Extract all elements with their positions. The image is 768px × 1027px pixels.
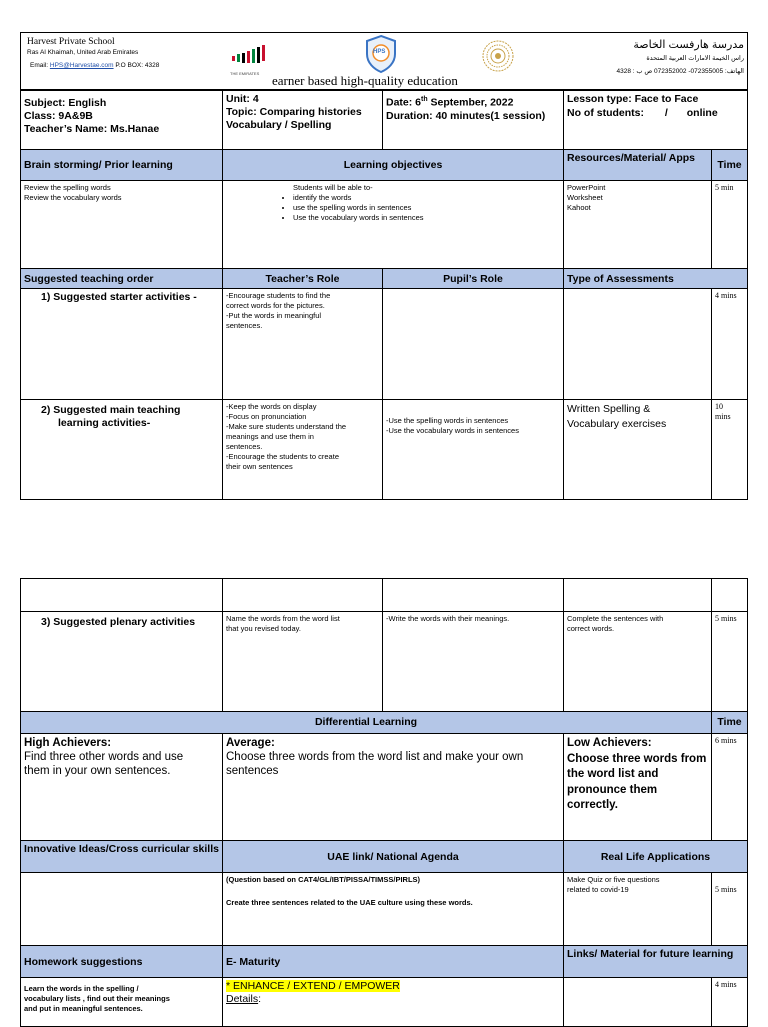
- date-suffix: September, 2022: [427, 96, 514, 109]
- unit-topic: [222, 90, 383, 150]
- details: [226, 993, 560, 1006]
- email-link[interactable]: HPS@Harvestae.com: [49, 62, 114, 69]
- enhance-highlight: * ENHANCE / EXTEND / EMPOWER: [226, 980, 400, 992]
- homework-line: Learn the words in the spelling /: [24, 984, 139, 993]
- objectives-intro: Students will be able to-: [293, 183, 373, 192]
- main-teacher-line: -Keep the words on display: [226, 402, 317, 411]
- uae-logo-text: THE EMIRATES: [230, 71, 260, 76]
- date: [386, 93, 560, 110]
- plenary-label: 3) Suggested plenary activities: [20, 611, 223, 712]
- homework-line: vocabulary lists , find out their meanings: [24, 994, 170, 1003]
- main-teacher-line: -Encourage the students to create: [226, 452, 339, 461]
- date-duration: [382, 90, 564, 150]
- empty-row-assessment: [563, 578, 712, 612]
- main-teacher-line: their own sentences: [226, 462, 293, 471]
- main-assessment-line: Vocabulary exercises: [567, 418, 667, 430]
- objectives-header: Learning objectives: [222, 149, 564, 181]
- pupil-role-header: Pupil’s Role: [382, 268, 564, 289]
- average-title: Average:: [226, 737, 275, 749]
- plenary-assessment: [563, 611, 712, 712]
- empty-row-pupil: [382, 578, 564, 612]
- real-life-line: Make Quiz or five questions: [567, 875, 660, 884]
- enhance-label: [226, 980, 560, 993]
- average-line: sentences: [226, 765, 279, 777]
- main-time-value: 10: [715, 402, 723, 411]
- assessment-header: Type of Assessments: [563, 268, 748, 289]
- email-label: Email:: [30, 62, 49, 69]
- e-maturity-header: E- Maturity: [222, 945, 564, 978]
- low-achievers: [563, 733, 712, 841]
- emblem-logo: [482, 40, 514, 72]
- students-label: No of students:: [567, 107, 644, 119]
- row1-time: 5 min: [711, 180, 748, 269]
- main-teacher-line: -Make sure students understand the: [226, 422, 347, 431]
- high-achievers-line: them in your own sentences.: [24, 765, 171, 777]
- arabic-phone: الهاتف: 072355005- 072352002 ص ب : 4328: [616, 68, 744, 75]
- average-achievers: [222, 733, 564, 841]
- resources-header: Resources/Material/ Apps: [563, 149, 712, 181]
- date-sup: th: [421, 96, 428, 103]
- future-links-header: Links/ Material for future learning: [563, 945, 748, 978]
- high-achievers-title: High Achievers:: [24, 737, 112, 749]
- topic: Topic: Comparing histories: [226, 106, 362, 118]
- differential-header: Differential Learning: [20, 711, 712, 734]
- starter-time: 4 mins: [711, 288, 748, 400]
- brainstorm-line: Review the vocabulary words: [24, 193, 122, 202]
- main-assessment: [563, 399, 712, 500]
- differential-time: 6 mins: [711, 733, 748, 841]
- plenary-teacher-role: [222, 611, 383, 712]
- homework-time: 4 mins: [711, 977, 748, 1027]
- uae-link-content: [222, 872, 564, 946]
- uae-link-header: UAE link/ National Agenda: [222, 840, 564, 873]
- unit: Unit: 4: [226, 93, 259, 105]
- students-slash: /: [664, 107, 668, 119]
- plenary-pupil-role: -Write the words with their meanings.: [382, 611, 564, 712]
- starter-teacher-line: sentences.: [226, 321, 263, 330]
- starter-teacher-role: [222, 288, 383, 400]
- starter-teacher-line: -Put the words in meaningful: [226, 311, 322, 320]
- plenary-teacher-line: Name the words from the word list: [226, 614, 340, 623]
- resource-item: Worksheet: [567, 193, 603, 202]
- objective-item: • Use the vocabulary words in sentences: [293, 213, 563, 223]
- differential-time-header: Time: [711, 711, 748, 734]
- tagline: earner based high-quality education: [272, 73, 458, 88]
- uae-logo: [228, 44, 276, 78]
- innovative-content: [20, 872, 223, 946]
- school-contact: [30, 61, 159, 71]
- arabic-location: راس الخيمة الامارات العربية المتحدة: [646, 55, 744, 62]
- real-life-line: related to covid-19: [567, 885, 629, 894]
- e-maturity-content: [222, 977, 564, 1027]
- date-prefix: Date: 6: [386, 96, 422, 109]
- low-achievers-line: Choose three words from: [567, 752, 707, 765]
- innovative-header: Innovative Ideas/Cross curricular skills: [20, 840, 223, 873]
- main-teacher-line: sentences.: [226, 442, 263, 451]
- objective-item: • use the spelling words in sentences: [293, 203, 563, 213]
- high-achievers-line: Find three other words and use: [24, 751, 184, 763]
- low-achievers-line: pronounce them: [567, 783, 658, 796]
- main-assessment-line: Written Spelling &: [567, 403, 651, 415]
- details-colon: :: [258, 993, 262, 1005]
- badge-text: HPS: [373, 49, 386, 55]
- resource-item: Kahoot: [567, 203, 591, 212]
- main-label-line1: 2) Suggested main teaching: [41, 404, 181, 416]
- future-links-content: [563, 977, 712, 1027]
- innovative-time: 5 mins: [711, 872, 748, 946]
- objectives-content: [222, 180, 564, 269]
- resource-item: PowerPoint: [567, 183, 606, 192]
- real-life-content: [563, 872, 712, 946]
- low-achievers-line: the word list and: [567, 768, 659, 780]
- brainstorming-content: [20, 180, 223, 269]
- teaching-order-header: Suggested teaching order: [20, 268, 223, 289]
- empty-row-time: [711, 578, 748, 612]
- class: Class: 9A&9B: [24, 110, 93, 122]
- main-time: [711, 399, 748, 500]
- lesson-type-students: [563, 90, 748, 150]
- main-pupil-role: [382, 399, 564, 500]
- plenary-time: 5 mins: [711, 611, 748, 712]
- teacher-name: Teacher’s Name: Ms.Hanae: [24, 123, 160, 135]
- main-teacher-role: [222, 399, 383, 500]
- low-achievers-line: correctly.: [567, 799, 618, 811]
- starter-assessment: [563, 288, 712, 400]
- plenary-teacher-line: that you revised today.: [226, 624, 301, 633]
- pobox: P.O BOX: 4328: [115, 62, 160, 69]
- homework-header: Homework suggestions: [20, 945, 223, 978]
- duration: Duration: 40 minutes(1 session): [386, 109, 546, 122]
- students: [567, 107, 744, 120]
- plenary-assessment-line: correct words.: [567, 624, 615, 633]
- main-label: [20, 399, 223, 500]
- school-location: Ras Al Khaimah, United Arab Emirates: [27, 49, 139, 56]
- starter-label: 1) Suggested starter activities -: [20, 288, 223, 400]
- teacher-role-header: Teacher’s Role: [222, 268, 383, 289]
- subject-class-teacher: [20, 90, 223, 150]
- starter-teacher-line: -Encourage students to find the: [226, 291, 331, 300]
- details-label: Details: [226, 993, 259, 1005]
- low-achievers-title: Low Achievers:: [567, 737, 652, 749]
- uae-link-line1: (Question based on CAT4/GL/IBT/PISSA/TIMSS/PIRLS): [226, 875, 421, 884]
- hps-shield-logo: [364, 34, 398, 74]
- real-life-header: Real Life Applications: [563, 840, 748, 873]
- starter-teacher-line: correct words for the pictures.: [226, 301, 325, 310]
- high-achievers: [20, 733, 223, 841]
- arabic-school-name: مدرسة هارفست الخاصة: [633, 39, 744, 51]
- uae-link-line2: Create three sentences related to the UAE culture using these words.: [226, 898, 473, 907]
- students-online: online: [686, 107, 718, 119]
- topic-line2: Vocabulary / Spelling: [226, 119, 332, 131]
- objective-item: • identify the words: [293, 193, 563, 203]
- main-teacher-line: meanings and use them in: [226, 432, 314, 441]
- empty-row-teacher: [222, 578, 383, 612]
- main-time-unit: mins: [715, 412, 731, 421]
- average-line: Choose three words from the word list and make your own: [226, 751, 524, 763]
- school-name: Harvest Private School: [27, 37, 115, 47]
- lesson-type: Lesson type: Face to Face: [567, 93, 699, 105]
- brainstorming-header: Brain storming/ Prior learning: [20, 149, 223, 181]
- plenary-assessment-line: Complete the sentences with: [567, 614, 664, 623]
- mandala-icon: [482, 40, 514, 72]
- main-label-line2: learning activities-: [58, 417, 151, 429]
- main-teacher-line: -Focus on pronunciation: [226, 412, 307, 421]
- uae-flag-bars-icon: [228, 44, 276, 66]
- starter-pupil-role: [382, 288, 564, 400]
- empty-row-order: [20, 578, 223, 612]
- time-header: Time: [711, 149, 748, 181]
- subject: Subject: English: [24, 97, 107, 109]
- homework-content: [20, 977, 223, 1027]
- brainstorm-line: Review the spelling words: [24, 183, 111, 192]
- resources-content: [563, 180, 712, 269]
- homework-line: and put in meaningful sentences.: [24, 1004, 143, 1013]
- main-pupil-line: -Use the spelling words in sentences: [386, 416, 509, 425]
- main-pupil-line: -Use the vocabulary words in sentences: [386, 426, 519, 435]
